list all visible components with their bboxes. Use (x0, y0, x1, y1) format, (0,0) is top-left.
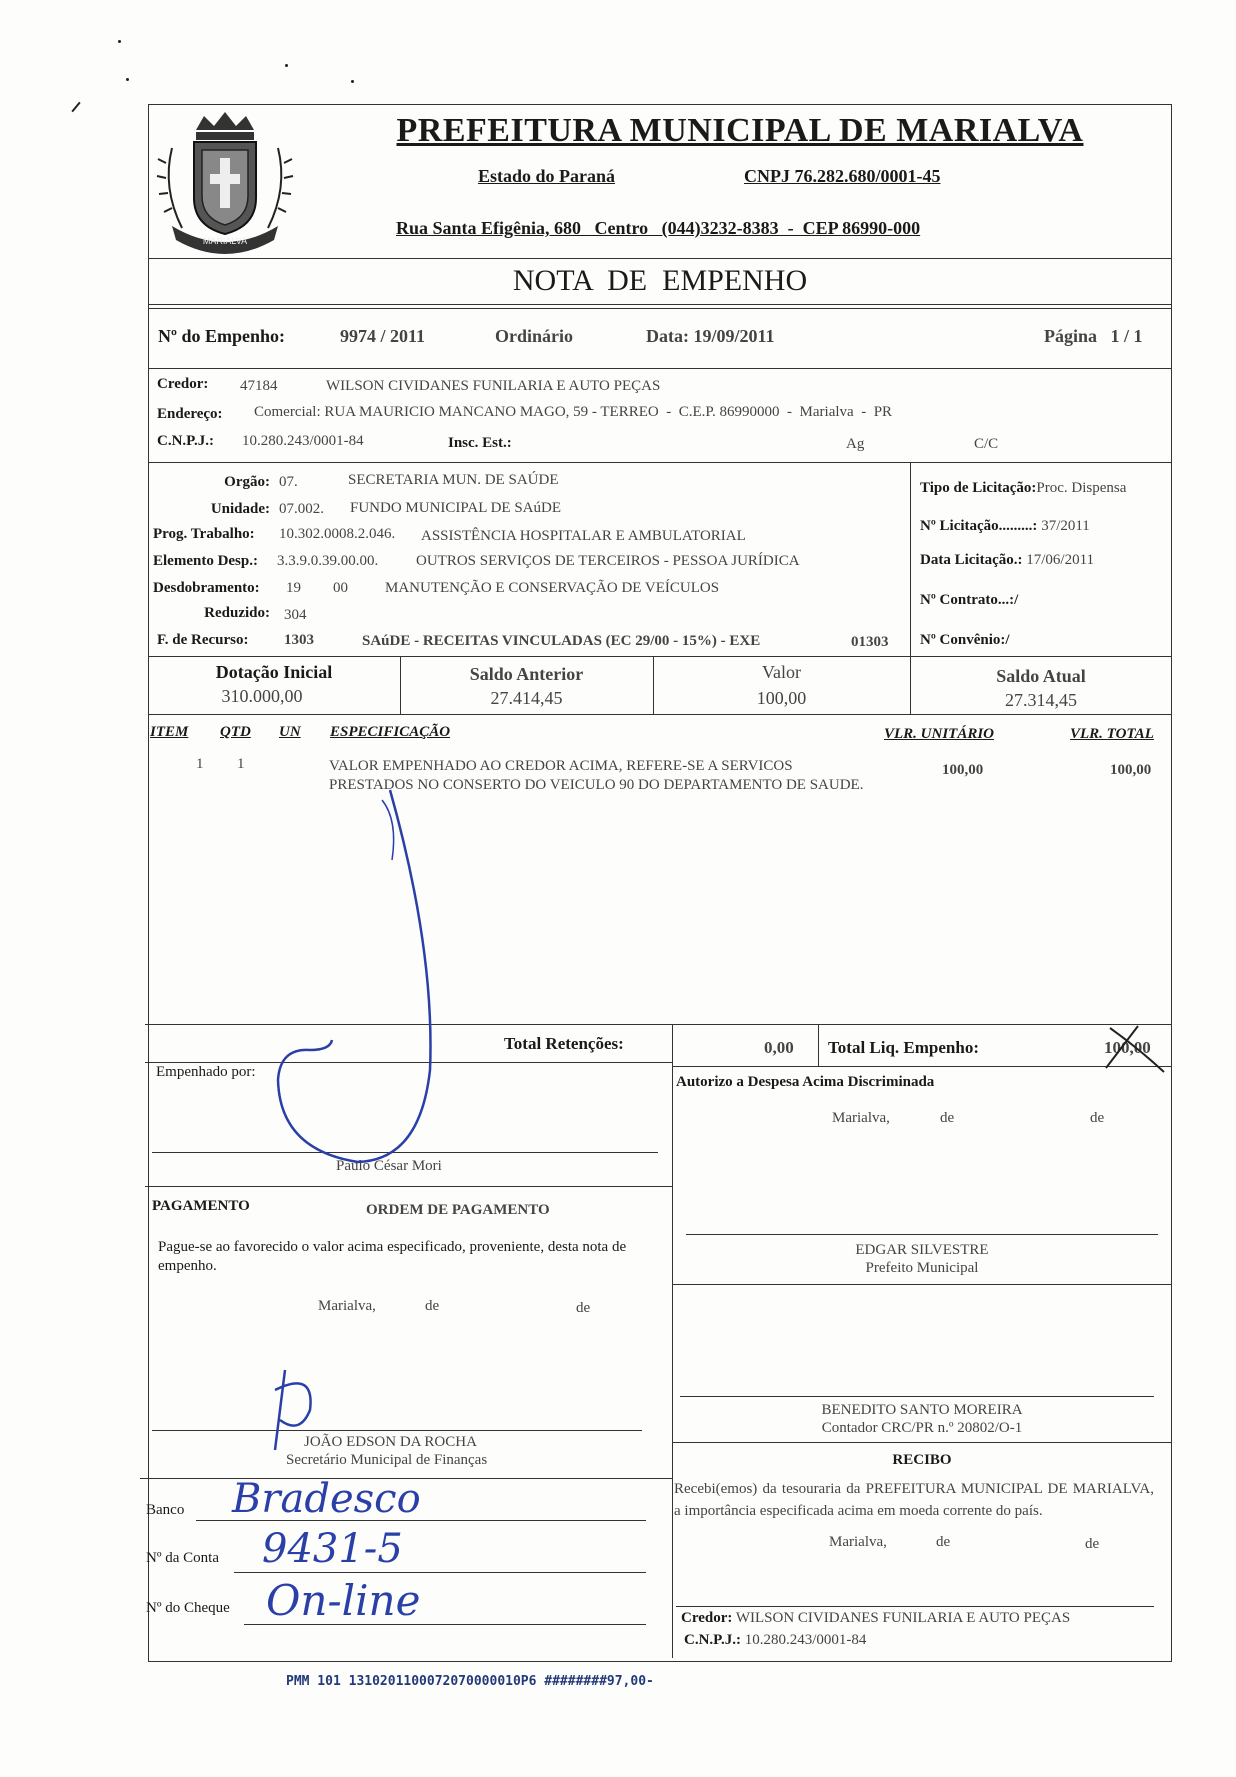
scan-speck (285, 64, 288, 67)
col-header-vlr-total: VLR. TOTAL (1070, 726, 1154, 742)
valor-value: 100,00 (756, 688, 807, 708)
divider (818, 1024, 819, 1066)
credor-code: 47184 (240, 378, 278, 394)
handwritten-signature (255, 1360, 335, 1460)
recibo-credor (681, 1610, 1070, 1627)
divider (910, 462, 911, 656)
recibo-de-2: de (1085, 1536, 1100, 1552)
scan-speck (126, 78, 129, 81)
divider (672, 1442, 1172, 1443)
data-licitacao (920, 552, 1094, 569)
credor-cnpj: 10.280.243/0001-84 (242, 433, 364, 449)
header-state: Estado do Paraná (478, 166, 616, 186)
signature-line (686, 1234, 1158, 1235)
reduzido-value: 304 (284, 607, 307, 623)
tipo-licitacao-value: Proc. Dispensa (1036, 480, 1127, 496)
contador-name: BENEDITO SANTO MOREIRA (821, 1402, 1023, 1418)
empenho-date: Data: 19/09/2011 (646, 326, 775, 346)
saldo-atual-value: 27.314,45 (1005, 690, 1077, 710)
divider (148, 656, 1172, 657)
pagamento-text: Pague-se ao favorecido o valor acima especificado, proveniente, desta nota de empenho. (158, 1239, 627, 1274)
conta-handwritten: 9431-5 (262, 1526, 403, 1572)
col-header-especificacao: ESPECIFICAÇÃO (330, 724, 451, 740)
divider (145, 1186, 672, 1187)
recibo-place: Marialva, (829, 1534, 887, 1550)
orgao-name: SECRETARIA MUN. DE SAÚDE (348, 472, 559, 488)
recibo-cnpj (684, 1632, 866, 1649)
credor-name: WILSON CIVIDANES FUNILARIA E AUTO PEÇAS (326, 378, 661, 394)
divider (148, 368, 1172, 369)
empenho-type: Ordinário (495, 326, 574, 346)
signature-line (152, 1430, 642, 1431)
municipal-seal-logo (152, 108, 298, 258)
empenho-page: Página 1 / 1 (1044, 326, 1143, 346)
divider (672, 1066, 673, 1658)
recibo-cnpj-value: 10.280.243/0001-84 (744, 1632, 867, 1648)
recibo-label: RECIBO (892, 1452, 952, 1468)
header-address: Rua Santa Efigênia, 680 Centro (044)3232-8383 - CEP 86990-000 (396, 218, 921, 238)
prog-trabalho-name: ASSISTÊNCIA HOSPITALAR E AMBULATORIAL (421, 528, 746, 544)
saldo-atual-label: Saldo Atual (996, 666, 1086, 686)
divider (148, 462, 1172, 463)
autorizo-de-1: de (940, 1110, 955, 1126)
saldo-anterior-label: Saldo Anterior (469, 664, 584, 684)
header-cnpj: CNPJ 76.282.680/0001-45 (744, 166, 941, 186)
secretario-name: JOÃO EDSON DA ROCHA (304, 1434, 477, 1450)
dotacao-inicial-value: 310.000,00 (221, 686, 303, 706)
ag-label: Ag (846, 436, 865, 452)
empenho-number-label: Nº do Empenho: (158, 326, 285, 346)
scan-speck (118, 40, 121, 43)
pagamento-de-1: de (425, 1298, 440, 1314)
data-licitacao-value: 17/06/2011 (1026, 552, 1095, 568)
data-licitacao-label: Data Licitação.: (920, 552, 1023, 568)
reduzido-label: Reduzido: (204, 605, 270, 621)
cheque-handwritten: On-line (266, 1576, 421, 1625)
handwritten-check-mark (1098, 1018, 1168, 1078)
item-number: 1 (196, 756, 204, 772)
fonte-recurso-name: SAúDE - RECEITAS VINCULADAS (EC 29/00 - 15%) - EXE (362, 633, 761, 649)
empenhado-por-label: Empenhado por: (156, 1064, 256, 1080)
empenhado-por-name: Paulo César Mori (336, 1158, 442, 1174)
numero-contrato-label: Nº Contrato...:/ (920, 592, 1019, 608)
orgao-code: 07. (279, 474, 298, 490)
divider (672, 1024, 673, 1066)
autorizo-de-2: de (1090, 1110, 1105, 1126)
cnpj-label: C.N.P.J.: (157, 433, 214, 449)
desdobramento-code-2: 00 (333, 580, 348, 596)
pagamento-label: PAGAMENTO (152, 1198, 250, 1214)
elemento-desp-name: OUTROS SERVIÇOS DE TERCEIROS - PESSOA JURÍDICA (416, 553, 800, 569)
fonte-recurso-code-2: 01303 (851, 634, 889, 650)
cheque-label: Nº do Cheque (146, 1600, 230, 1616)
recibo-credor-label: Credor: (681, 1610, 733, 1626)
scan-mark (71, 102, 80, 112)
total-liq-empenho-value: 100,00 (1104, 1038, 1151, 1057)
endereco-label: Endereço: (157, 406, 223, 422)
credor-address: Comercial: RUA MAURICIO MANCANO MAGO, 59 - TERREO - C.E.P. 86990000 - Marialva - PR (254, 404, 893, 420)
svg-text:MARIALVA: MARIALVA (202, 236, 248, 246)
fonte-recurso-code: 1303 (284, 632, 314, 648)
total-retencoes-value: 0,00 (764, 1038, 794, 1057)
prog-trabalho-label: Prog. Trabalho: (153, 526, 255, 542)
unidade-name: FUNDO MUNICIPAL DE SAúDE (350, 500, 561, 516)
divider (148, 308, 1172, 309)
col-header-vlr-unitario: VLR. UNITÁRIO (884, 726, 995, 742)
tipo-licitacao (920, 480, 1126, 497)
recibo-de-1: de (936, 1534, 951, 1550)
unidade-code: 07.002. (279, 501, 324, 517)
secretario-role: Secretário Municipal de Finanças (286, 1452, 488, 1468)
unidade-label: Unidade: (210, 501, 270, 517)
total-retencoes-label: Total Retenções: (504, 1034, 624, 1053)
banco-label: Banco (146, 1502, 185, 1518)
saldo-anterior-value: 27.414,45 (490, 688, 563, 708)
col-header-item: ITEM (150, 724, 189, 740)
numero-licitacao (920, 518, 1090, 535)
dotacao-inicial-label: Dotação Inicial (215, 662, 333, 682)
handwritten-signature (270, 780, 450, 1180)
contador-role: Contador CRC/PR n.º 20802/O-1 (821, 1420, 1023, 1436)
divider (148, 304, 1172, 305)
recibo-credor-name: WILSON CIVIDANES FUNILARIA E AUTO PEÇAS (735, 1610, 1071, 1626)
orgao-label: Orgão: (224, 474, 270, 490)
divider (672, 1066, 1172, 1067)
autorizo-label: Autorizo a Despesa Acima Discriminada (676, 1074, 935, 1090)
divider (672, 1284, 1172, 1285)
numero-convenio-label: Nº Convênio:/ (920, 632, 1010, 648)
divider (148, 714, 1172, 715)
signature-line (680, 1396, 1154, 1397)
item-qtd: 1 (237, 756, 245, 772)
insc-est-label: Insc. Est.: (448, 435, 512, 451)
pagamento-de-2: de (576, 1300, 591, 1316)
prefeito-name: EDGAR SILVESTRE (855, 1242, 989, 1258)
tipo-licitacao-label: Tipo de Licitação: (920, 480, 1037, 496)
item-specification: VALOR EMPENHADO AO CREDOR ACIMA, REFERE-SE A SERVICOS PRESTADOS NO CONSERTO DO VEICULO 90 DO DEPARTAMENTO DE SAUDE. (329, 758, 864, 793)
conta-label: Nº da Conta (146, 1550, 219, 1566)
desdobramento-name: MANUTENÇÃO E CONSERVAÇÃO DE VEÍCULOS (385, 580, 720, 596)
item-unit-value: 100,00 (942, 762, 984, 778)
footer-code: PMM 101 1310201100072070000010P6 ########97,00- (286, 1674, 654, 1689)
recibo-text: Recebi(emos) da tesouraria da PREFEITURA MUNICIPAL DE MARIALVA, a importância especificada acima em moeda corrente do país. (674, 1481, 1154, 1519)
header-title: PREFEITURA MUNICIPAL DE MARIALVA (396, 112, 1084, 149)
signature-line (676, 1606, 1154, 1607)
elemento-desp-code: 3.3.9.0.39.00.00. (277, 553, 379, 569)
numero-licitacao-label: Nº Licitação.........: (920, 518, 1038, 534)
fonte-recurso-label: F. de Recurso: (157, 632, 249, 648)
autorizo-place: Marialva, (832, 1110, 890, 1126)
empenho-number: 9974 / 2011 (340, 326, 426, 346)
credor-label: Credor: (157, 376, 209, 392)
total-liq-empenho-label: Total Liq. Empenho: (828, 1038, 979, 1057)
item-total-value: 100,00 (1110, 762, 1152, 778)
ordem-pagamento-label: ORDEM DE PAGAMENTO (366, 1202, 550, 1218)
divider (148, 258, 1172, 259)
valor-label: Valor (762, 662, 801, 682)
pagamento-place: Marialva, (318, 1298, 376, 1314)
desdobramento-code-1: 19 (286, 580, 301, 596)
prefeito-role: Prefeito Municipal (865, 1260, 979, 1276)
numero-licitacao-value: 37/2011 (1041, 518, 1090, 534)
cc-label: C/C (974, 436, 999, 452)
recibo-cnpj-label: C.N.P.J.: (684, 1632, 741, 1648)
elemento-desp-label: Elemento Desp.: (153, 553, 258, 569)
conta-line (234, 1572, 646, 1573)
scan-speck (351, 80, 354, 83)
col-header-qtd: QTD (220, 724, 251, 740)
col-header-un: UN (279, 724, 301, 740)
banco-handwritten: Bradesco (232, 1476, 421, 1522)
document-title: NOTA DE EMPENHO (512, 264, 808, 297)
desdobramento-label: Desdobramento: (153, 580, 260, 596)
prog-trabalho-code: 10.302.0008.2.046. (279, 526, 396, 542)
